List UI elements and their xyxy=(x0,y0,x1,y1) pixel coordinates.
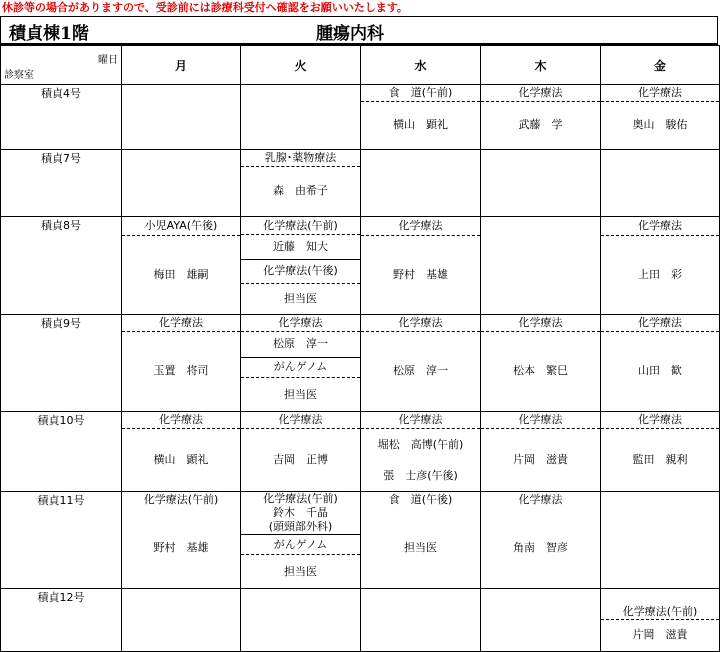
schedule-cell-mon xyxy=(122,589,241,652)
schedule-cell-mon xyxy=(122,315,241,412)
schedule-entry: 化学療法 xyxy=(398,412,443,426)
schedule-entry: (頭頸部外科) xyxy=(268,520,333,533)
schedule-entry: 角南 智彦 xyxy=(513,541,568,554)
room-name: 積貞4号 xyxy=(1,85,122,150)
schedule-entry: 片岡 滋貴 xyxy=(601,619,719,651)
schedule-cell-mon xyxy=(122,412,241,492)
schedule-entry: 化学療法(午前) xyxy=(263,492,338,505)
schedule-cell-fri xyxy=(601,150,720,217)
day-header-thu: 木 xyxy=(481,46,601,85)
schedule-header xyxy=(0,16,718,45)
room-name: 積貞9号 xyxy=(1,315,122,412)
weekday-header-row xyxy=(1,46,720,85)
room-row xyxy=(1,492,720,589)
schedule-cell-wed xyxy=(361,150,481,217)
schedule-entry: 化学療法 xyxy=(278,412,323,426)
room-row xyxy=(1,85,720,150)
schedule-cell-mon xyxy=(122,217,241,315)
schedule-cell-wed xyxy=(361,492,481,589)
schedule-cell-fri xyxy=(601,589,720,652)
schedule-cell-tue xyxy=(241,85,361,150)
corner-cell xyxy=(1,46,122,85)
schedule-entry: 玉置 将司 xyxy=(122,331,240,411)
room-row xyxy=(1,589,720,652)
schedule-entry: 横山 顕礼 xyxy=(361,101,480,149)
schedule-entry: 片岡 滋貴 xyxy=(481,428,600,491)
schedule-cell-wed xyxy=(361,315,481,412)
schedule-entry: がんゲノム xyxy=(241,357,360,377)
schedule-entry: 化学療法 xyxy=(638,85,682,99)
room-label: 診察室 xyxy=(4,70,34,81)
day-header-wed: 水 xyxy=(361,46,481,85)
schedule-cell-thu xyxy=(481,492,601,589)
schedule-entry: 森 由希子 xyxy=(241,166,360,216)
schedule-entry: 化学療法 xyxy=(159,412,203,426)
schedule-entry: 化学療法 xyxy=(159,315,203,329)
schedule-entry: 小児AYA(午後) xyxy=(144,218,218,232)
schedule-entry: 野村 基雄 xyxy=(361,235,480,314)
schedule-entry: 梅田 雄嗣 xyxy=(122,235,240,314)
schedule-entry: 化学療法(午前) xyxy=(622,604,698,618)
room-name: 積貞8号 xyxy=(1,217,122,315)
schedule-entry: 担当医 xyxy=(404,541,437,554)
room-row xyxy=(1,217,720,315)
schedule-entry: 松原 淳一 xyxy=(241,331,360,357)
schedule-cell-thu xyxy=(481,412,601,492)
schedule-cell-mon xyxy=(122,150,241,217)
department-title: 腫瘍内科 xyxy=(316,24,384,44)
schedule-cell-wed xyxy=(361,85,481,150)
schedule-table xyxy=(0,45,720,652)
schedule-cell-tue xyxy=(241,315,361,412)
schedule-cell-fri xyxy=(601,492,720,589)
room-name: 積貞12号 xyxy=(1,589,122,652)
room-row xyxy=(1,150,720,217)
schedule-entry: 張 士彦(午後) xyxy=(383,469,458,483)
room-name: 積貞7号 xyxy=(1,150,122,217)
schedule-entry: 監田 親利 xyxy=(601,428,719,491)
schedule-cell-thu xyxy=(481,150,601,217)
building-label: 積貞棟1階 xyxy=(9,24,89,44)
schedule-entry: 横山 顕礼 xyxy=(122,428,240,491)
schedule-cell-tue xyxy=(241,150,361,217)
room-row xyxy=(1,315,720,412)
schedule-cell-tue xyxy=(241,217,361,315)
schedule-entry: 化学療法 xyxy=(638,315,682,329)
schedule-entry: 上田 彩 xyxy=(601,235,719,314)
room-name: 積貞11号 xyxy=(1,492,122,589)
schedule-entry: 担当医 xyxy=(241,283,360,314)
schedule-entry: 化学療法 xyxy=(638,218,682,232)
schedule-entry: 化学療法 xyxy=(638,412,682,426)
schedule-cell-tue xyxy=(241,589,361,652)
schedule-cell-fri xyxy=(601,412,720,492)
schedule-entry: 化学療法 xyxy=(518,85,563,99)
schedule-cell-tue xyxy=(241,492,361,589)
day-header-mon: 月 xyxy=(122,46,241,85)
schedule-cell-thu xyxy=(481,217,601,315)
schedule-cell-mon xyxy=(122,85,241,150)
schedule-cell-tue xyxy=(241,412,361,492)
schedule-entry: 化学療法 xyxy=(398,315,443,329)
schedule-entry: 化学療法 xyxy=(398,218,443,232)
schedule-entry: 奥山 駿佑 xyxy=(601,101,719,149)
schedule-entry: 乳腺･薬物療法 xyxy=(264,150,337,164)
schedule-entry: 化学療法(午前) xyxy=(143,493,219,506)
schedule-cell-wed xyxy=(361,412,481,492)
schedule-entry: 近藤 知大 xyxy=(241,234,360,258)
day-header-fri: 金 xyxy=(601,46,720,85)
schedule-entry: 化学療法(午後) xyxy=(241,259,360,283)
schedule-entry: 松原 淳一 xyxy=(361,331,480,411)
schedule-entry: 担当医 xyxy=(241,554,360,588)
schedule-cell-thu xyxy=(481,85,601,150)
weekday-label: 曜日 xyxy=(98,55,118,66)
schedule-entry: 化学療法(午前) xyxy=(263,218,338,232)
schedule-entry: がんゲノム xyxy=(241,534,360,554)
room-row xyxy=(1,412,720,492)
schedule-cell-thu xyxy=(481,315,601,412)
schedule-cell-mon xyxy=(122,492,241,589)
schedule-cell-wed xyxy=(361,589,481,652)
schedule-cell-fri xyxy=(601,315,720,412)
room-name: 積貞10号 xyxy=(1,412,122,492)
notice-text: 休診等の場合がありますので、受診前には診療科受付へ確認をお願いいたします。 xyxy=(2,1,408,14)
schedule-entry: 野村 基雄 xyxy=(153,541,209,554)
schedule-entry: 吉岡 正博 xyxy=(241,428,360,491)
schedule-entry: 食 道(午前) xyxy=(388,85,453,99)
schedule-cell-fri xyxy=(601,85,720,150)
schedule-entry: 化学療法 xyxy=(518,493,563,506)
schedule-entry: 鈴木 千晶 xyxy=(273,506,328,519)
schedule-cell-thu xyxy=(481,589,601,652)
schedule-entry: 松本 繁巳 xyxy=(481,331,600,411)
schedule-entry: 山田 歓 xyxy=(601,331,719,411)
schedule-entry: 化学療法 xyxy=(518,412,563,426)
schedule-cell-wed xyxy=(361,217,481,315)
schedule-entry: 食 道(午後) xyxy=(388,493,453,506)
day-header-tue: 火 xyxy=(241,46,361,85)
schedule-entry: 化学療法 xyxy=(278,315,323,329)
schedule-entry: 武藤 学 xyxy=(481,101,600,149)
schedule-entry: 化学療法 xyxy=(518,315,563,329)
schedule-entry: 堀松 高博(午前) xyxy=(361,428,480,462)
schedule-cell-fri xyxy=(601,217,720,315)
schedule-entry: 担当医 xyxy=(241,377,360,411)
